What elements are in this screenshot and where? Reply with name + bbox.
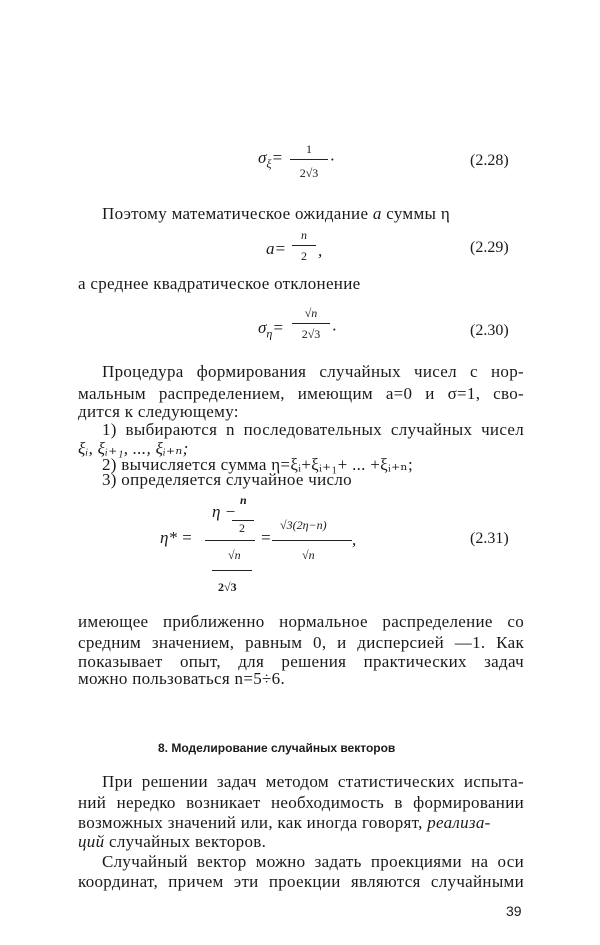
eq-2-29-den: 2 [301, 249, 307, 263]
eq-2-28-lhs: σ [258, 148, 267, 167]
eq-2-30-den: 2√3 [301, 327, 321, 341]
eq-2-31-equals: = [260, 528, 272, 547]
para1-line-1: Процедура формирования случайных чисел с нор- [102, 362, 524, 381]
expectation-tail: суммы η [386, 204, 451, 223]
eq-2-28-fraction [290, 142, 328, 181]
expectation-var: a [372, 204, 382, 223]
eq-2-31-rhs-num: √3(2η−n) [280, 518, 327, 532]
eq-2-30-label: (2.30) [470, 322, 509, 339]
para3-italic-start: реализа- [427, 813, 491, 832]
eq-2-29-num: n [301, 228, 307, 242]
eq-2-29-lhs: a [266, 239, 275, 258]
eq-2-31-top-2: 2 [239, 521, 245, 535]
eq-2-31-bot-den: 2√3 [218, 580, 237, 594]
eq-2-28 [258, 148, 283, 171]
page-number: 39 [506, 903, 522, 919]
para3-line-3 [78, 813, 491, 833]
para2-line-2: средним значением, равным 0, и дисперсией —1. Как [78, 633, 524, 652]
eq-2-28-sub: ξ [266, 156, 272, 171]
para2-line-4: можно пользоваться n=5÷6. [78, 669, 286, 688]
eq-2-30-num: √n [304, 306, 318, 320]
eq-2-28-num: 1 [306, 142, 312, 156]
step-3: 3) определяется случайное число [102, 470, 352, 489]
eq-2-31-lhs: η* = [160, 528, 193, 547]
eq-2-29 [266, 239, 286, 259]
eq-2-28-equals: = [271, 148, 284, 167]
step-1: 1) выбираются n последовательных случайных чисел [102, 420, 524, 439]
para4-line-1: Случайный вектор можно задать проекциями на оси [102, 852, 524, 871]
para1-line-3: дится к следующему: [78, 402, 239, 421]
step-2: 2) вычисляется сумма η=ξᵢ+ξᵢ₊₁+ ... +ξᵢ₊ₙ; [102, 455, 414, 474]
eq-2-31-tail: , [352, 530, 357, 549]
eq-2-28-den: 2√3 [299, 166, 319, 180]
para2-line-1: имеющее приближенно нормальное распределение со [78, 612, 524, 631]
eq-2-31-label: (2.31) [470, 530, 509, 547]
para3-line-4 [78, 832, 266, 852]
para3-line-2: ний нередко возникает необходимость в формировании [78, 793, 524, 812]
eq-2-28-label: (2.28) [470, 152, 509, 169]
eq-2-31-top-n: n [240, 493, 247, 507]
eq-2-30-lhs: σ [258, 318, 267, 337]
eq-2-30-equals: = [272, 318, 284, 337]
step-1-cont: ξᵢ, ξᵢ₊₁, ..., ξᵢ₊ₙ; [78, 439, 189, 458]
eq-2-31-main-bar [205, 540, 255, 541]
eq-2-30-fraction [292, 306, 330, 342]
eq-2-30 [258, 318, 284, 341]
eq-2-31-rhs-den: √n [302, 548, 315, 562]
eq-2-28-tail: · [330, 150, 335, 169]
para3-italic-end: ций [78, 832, 105, 851]
eq-2-31-top-num: η − [212, 502, 237, 521]
para2-line-3: показывает опыт, для решения практических задач [78, 652, 524, 671]
para1-line-2: мальным распределением, имеющим a=0 и σ=1, сво- [78, 384, 524, 403]
eq-2-31-bot-num: √n [228, 548, 241, 562]
eq-2-30-sub: η [266, 326, 273, 341]
para3-line-1: При решении задач методом статистических испыта- [102, 772, 524, 791]
std-dev-line: а среднее квадратическое отклонение [78, 274, 361, 293]
eq-2-29-tail: , [318, 241, 323, 260]
eq-2-29-fraction [292, 228, 316, 264]
para3-line-3-text: возможных значений или, как иногда говорят, [78, 813, 423, 832]
para4-line-2: координат, причем эти проекции являются случайными [78, 872, 524, 891]
eq-2-30-tail: · [332, 320, 337, 339]
expectation-text: Поэтому математическое ожидание [102, 204, 369, 223]
para3-line-4-text: случайных векторов. [108, 832, 267, 851]
eq-2-29-equals: = [274, 239, 286, 258]
section-heading: 8. Моделирование случайных векторов [158, 741, 396, 755]
eq-2-29-label: (2.29) [470, 239, 509, 256]
expectation-line [102, 204, 450, 224]
